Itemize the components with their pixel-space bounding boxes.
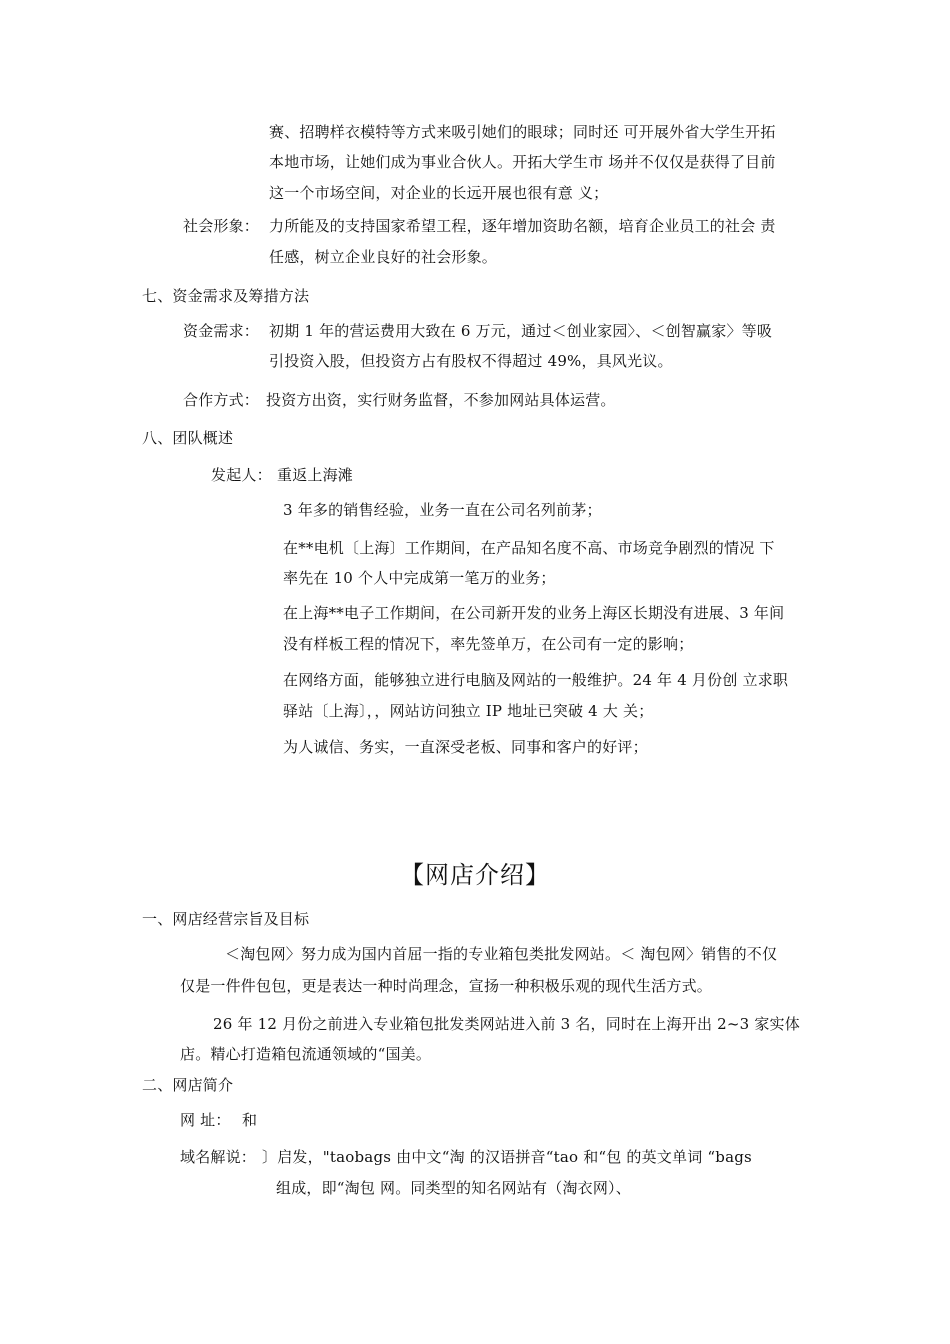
founder-item: 率先在 10 个人中完成第一笔万的业务； (283, 569, 556, 587)
founder-name: 重返上海滩 (277, 466, 354, 484)
founder-item: 3 年多的销售经验，业务一直在公司名列前茅； (283, 501, 602, 519)
founder-item: 驿站〔上海〕，，网站访问独立 IP 地址已突破 4 大 关； (283, 702, 654, 720)
founder-item: 在网络方面，能够独立进行电脑及网站的一般维护。24 年 4 月份创 立求职 (283, 671, 789, 689)
founder-label: 发起人： (211, 466, 272, 484)
page-title: 【网店介绍】 (400, 861, 550, 889)
section-heading-7: 七、资金需求及筹措方法 (142, 287, 310, 305)
section-heading-2: 二、网店简介 (142, 1076, 234, 1094)
founder-item: 没有样板工程的情况下，率先签单万，在公司有一定的影响； (283, 635, 694, 653)
social-image-label: 社会形象： (183, 217, 260, 235)
founder-item: 为人诚信、务实，一直深受老板、同事和客户的好评； (283, 738, 648, 756)
paragraph-line: 赛、招聘样衣模特等方式来吸引她们的眼球；同时还 可开展外省大学生开拓 (269, 123, 776, 141)
url-value: 和 (242, 1111, 258, 1129)
domain-text: 〕启发，"taobags 由中文“淘 的汉语拼音“tao 和“包 的英文单词 “bags (262, 1148, 752, 1166)
paragraph-line: 26 年 12 月份之前进入专业箱包批发类网站进入前 3 名，同时在上海开出 2~3 家实体 (213, 1015, 800, 1033)
url-label: 网 址： (180, 1111, 231, 1129)
social-image-text: 任感，树立企业良好的社会形象。 (269, 248, 498, 266)
section-heading-1: 一、网店经营宗旨及目标 (142, 910, 310, 928)
paragraph-line: 本地市场，让她们成为事业合伙人。开拓大学生市 场并不仅仅是获得了目前 (269, 153, 776, 171)
funds-label: 资金需求： (183, 322, 260, 340)
domain-label: 域名解说： (180, 1148, 257, 1166)
funds-text: 引投资入股，但投资方占有股权不得超过 49%，具风光议。 (269, 352, 673, 370)
paragraph-line: 仅是一件件包包，更是表达一种时尚理念，宣扬一种积极乐观的现代生活方式。 (180, 977, 713, 995)
paragraph-line: ＜淘包网〉努力成为国内首屈一指的专业箱包类批发网站。＜ 淘包网〉销售的不仅 (225, 945, 778, 963)
cooperation-text: 投资方出资，实行财务监督，不参加网站具体运营。 (266, 391, 616, 409)
founder-item: 在上海**电子工作期间，在公司新开发的业务上海区长期没有进展、3 年间 (283, 604, 785, 622)
paragraph-line: 这一个市场空间，对企业的长远开展也很有意 义； (269, 184, 609, 202)
cooperation-label: 合作方式： (183, 391, 260, 409)
social-image-text: 力所能及的支持国家希望工程，逐年增加资助名额，培育企业员工的社会 责 (269, 217, 776, 235)
paragraph-line: 店。精心打造箱包流通领域的“国美。 (180, 1045, 432, 1063)
domain-text: 组成，即“淘包 网。同类型的知名网站有（淘衣网）、 (276, 1179, 631, 1197)
funds-text: 初期 1 年的营运费用大致在 6 万元，通过＜创业家园〉、＜创智赢家〉等吸 (269, 322, 773, 340)
founder-item: 在**电机〔上海〕工作期间，在产品知名度不高、市场竞争剧烈的情况 下 (283, 539, 775, 557)
section-heading-8: 八、团队概述 (142, 429, 234, 447)
